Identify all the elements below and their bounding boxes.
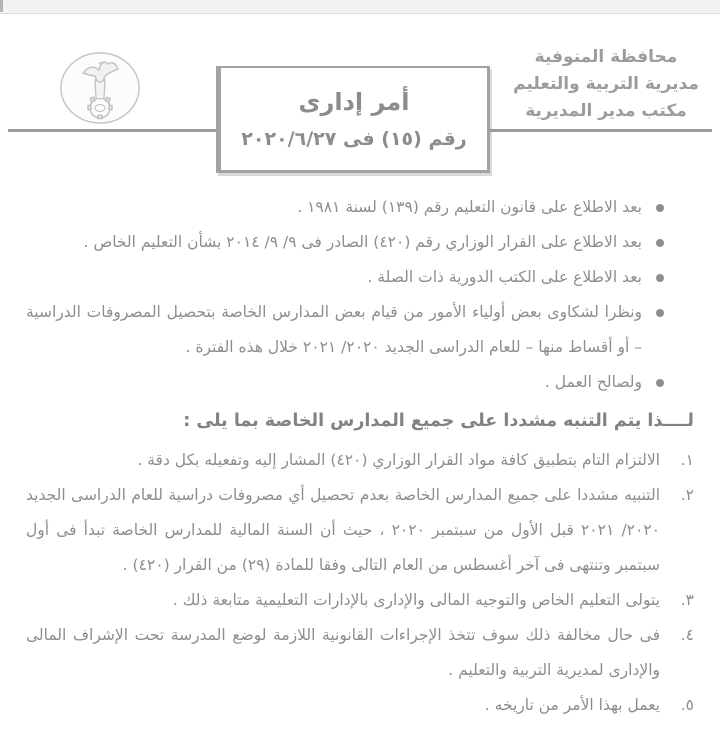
list-item [26,365,664,400]
order-title-box [216,66,490,173]
list-item [26,260,664,295]
eagle-seal-icon [58,50,142,128]
document-body [26,190,694,723]
item-text: فى حال مخالفة ذلك سوف تتخذ الإجراءات القانونية اللازمة لوضع المدرسة تحت الإشراف المالى والإدارى لمديرية التربية والتعليم . [26,626,660,679]
list-item [26,225,664,260]
directorate-name: مديرية التربية والتعليم [513,74,699,94]
office-name: مكتب مدير المديرية [525,101,687,121]
item-text: يعمل بهذا الأمر من تاريخه . [484,696,660,714]
issuing-authority-block [500,44,712,125]
list-item [26,443,694,478]
list-item [26,190,664,225]
list-item [26,688,694,723]
numbered-item-list [26,443,694,723]
order-number-date: رقم (١٥) فى ٢٠٢٠/٦/٢٧ [241,128,467,150]
item-text: الالتزام التام بتطبيق كافة مواد القرار الوزاري (٤٢٠) المشار إليه وتفعيله بكل دقة . [137,451,660,469]
item-text: التنبيه مشددا على جميع المدارس الخاصة بعدم تحصيل أي مصروفات دراسية للعام الدراسى الجديد ٢٠٢٠/ ٢٠٢١ قبل الأول من سبتمبر ٢٠٢٠ ، حيث أن السنة المالية للمدارس الخاصة تبدأ فى أول سبتمبر وتنتهى فى آخر أغسطس من العام التالى وفقا للمادة (٢٩) من القرار (٤٢٠) . [26,486,660,574]
bullet-dot-icon [656,379,664,387]
item-number: ٥. [680,696,694,714]
item-number: ٢. [680,486,694,504]
bullet-dot-icon [656,204,664,212]
bullet-text: بعد الاطلاع على القرار الوزاري رقم (٤٢٠) الصادر فى ٩/ ٩/ ٢٠١٤ بشأن التعليم الخاص . [83,233,642,251]
order-title: أمر إدارى [298,88,410,116]
bullet-text: بعد الاطلاع على قانون التعليم رقم (١٣٩) لسنة ١٩٨١ . [297,198,642,216]
governorate-name: محافظة المنوفية [534,47,678,67]
preamble-bullet-list [26,190,694,400]
item-number: ٣. [680,591,694,609]
list-item [26,295,664,365]
bullet-text: ولصالح العمل . [544,373,642,391]
list-item [26,618,694,688]
directive-heading: لــــذا يتم التنبه مشددا على جميع المدارس الخاصة بما يلى : [183,411,694,431]
item-number: ٤. [680,626,694,644]
item-number: ١. [680,451,694,469]
bullet-dot-icon [656,274,664,282]
list-item [26,478,694,583]
scan-top-bar [0,0,720,14]
list-item [26,583,694,618]
bullet-text: ونظرا لشكاوى بعض أولياء الأمور من قيام بعض المدارس الخاصة بتحصيل المصروفات الدراسية – أو أقساط منها – للعام الدراسى الجديد ٢٠٢٠/ ٢٠٢١ خلال هذه الفترة . [26,303,642,356]
bullet-text: بعد الاطلاع على الكتب الدورية ذات الصلة . [367,268,642,286]
bullet-dot-icon [656,309,664,317]
bullet-dot-icon [656,239,664,247]
item-text: يتولى التعليم الخاص والتوجيه المالى والإدارى بالإدارات التعليمية متابعة ذلك . [172,591,660,609]
scan-corner-mark [0,0,3,12]
